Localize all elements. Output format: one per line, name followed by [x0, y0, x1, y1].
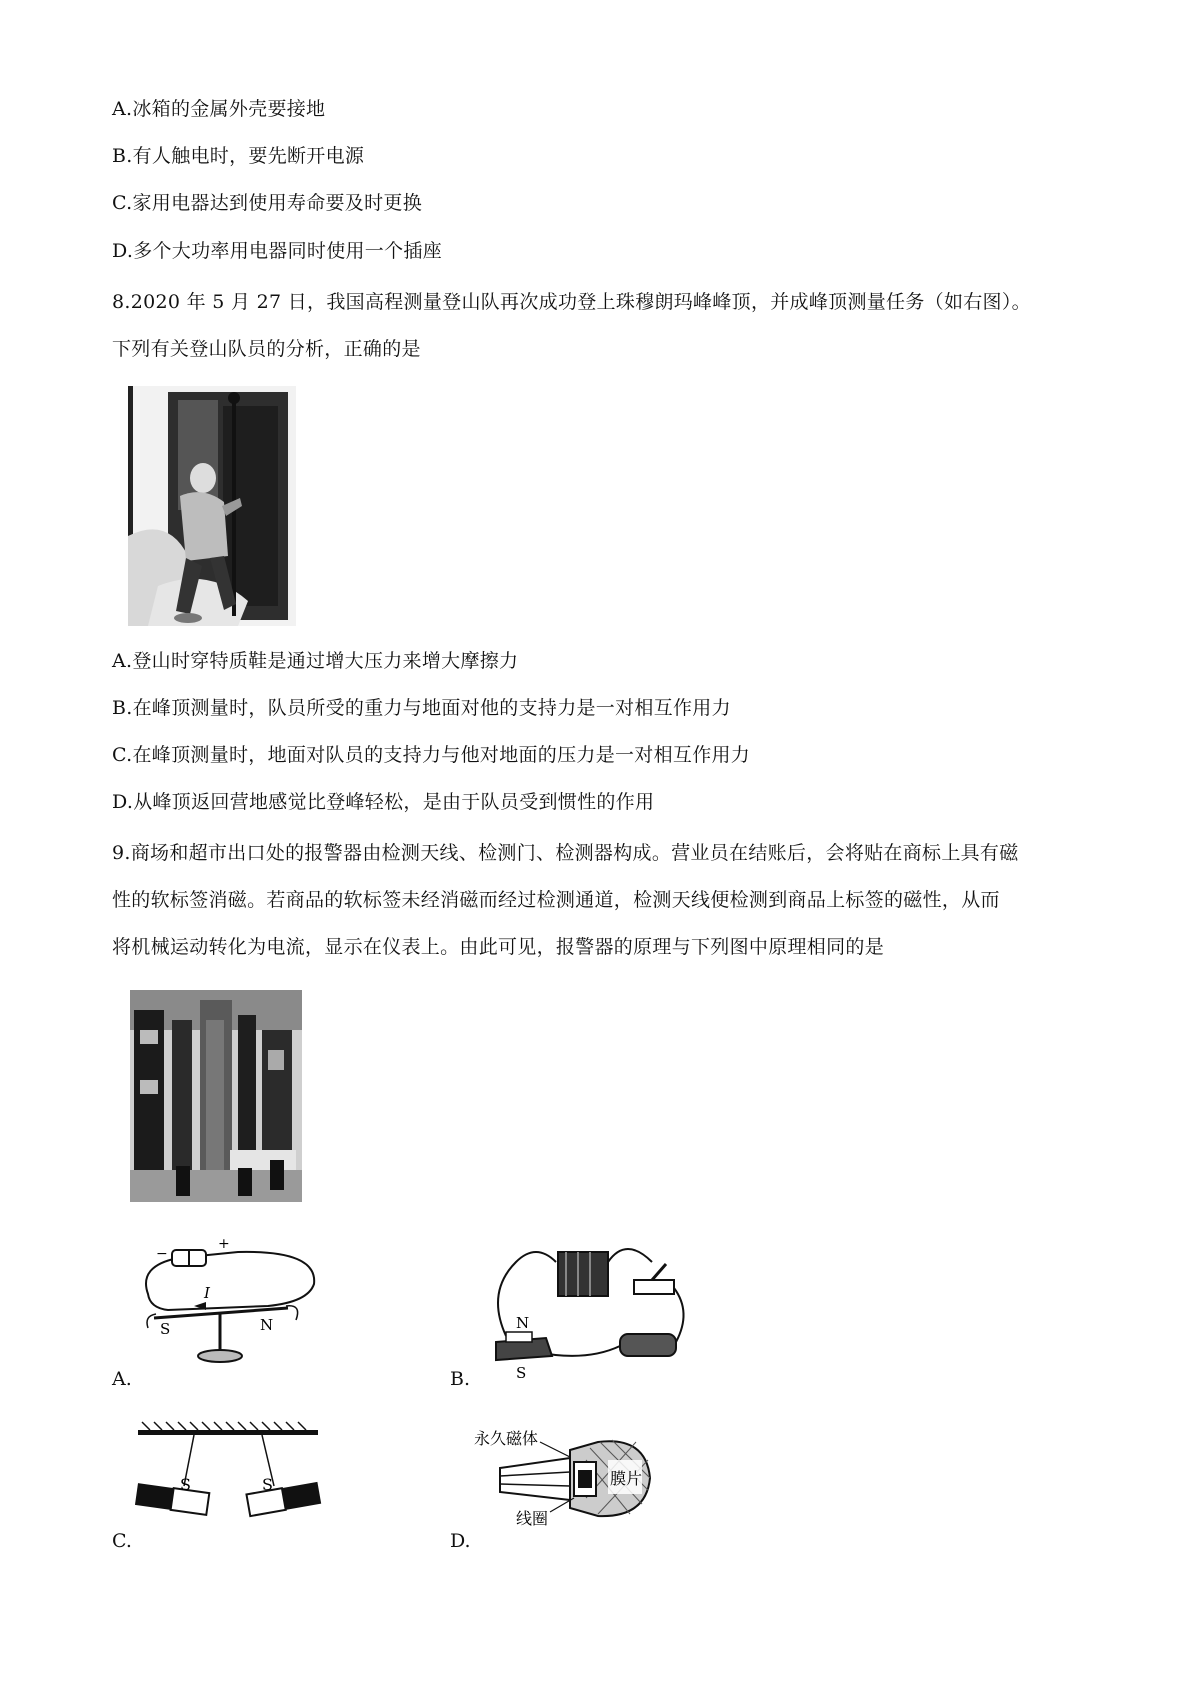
- q8-stem-line1: 8.2020 年 5 月 27 日，我国高程测量登山队再次成功登上珠穆朗玛峰峰顶，并成峰顶测量任务（如右图）。: [112, 291, 1031, 313]
- q9-option-c-label: C.: [112, 1530, 132, 1552]
- figure-a-oersted: [128, 1232, 328, 1376]
- magnet-south-label: S: [516, 1364, 527, 1382]
- q8-stem-line2: 下列有关登山队员的分析，正确的是: [112, 338, 421, 360]
- needle-north-label: N: [260, 1316, 274, 1334]
- figure-b-circuit: [466, 1232, 696, 1386]
- q8-option-b: B.在峰顶测量时，队员所受的重力与地面对他的支持力是一对相互作用力: [112, 697, 731, 719]
- q7-option-c: C.家用电器达到使用寿命要及时更换: [112, 192, 423, 214]
- needle-south-label: S: [160, 1320, 171, 1338]
- figure-d-microphone: [470, 1420, 670, 1534]
- battery-minus-label: −: [156, 1246, 168, 1262]
- membrane-label: 膜片: [610, 1469, 643, 1488]
- q9-stem-line2: 性的软标签消磁。若商品的软标签未经消磁而经过检测通道，检测天线便检测到商品上标签的磁性，从而: [112, 889, 1000, 911]
- q7-option-b: B.有人触电时，要先断开电源: [112, 145, 365, 167]
- q8-option-a: A.登山时穿特质鞋是通过增大压力来增大摩擦力: [112, 650, 519, 672]
- q8-option-d: D.从峰顶返回营地感觉比登峰轻松，是由于队员受到惯性的作用: [112, 791, 655, 813]
- magnet-label: 永久磁体: [474, 1429, 539, 1448]
- q9-option-b-label: B.: [450, 1368, 471, 1390]
- q7-option-a: A.冰箱的金属外壳要接地: [112, 98, 326, 120]
- q9-stem-line3: 将机械运动转化为电流，显示在仪表上。由此可见，报警器的原理与下列图中原理相同的是: [112, 936, 885, 958]
- magnet-north-label: N: [516, 1314, 530, 1332]
- climber-photo: [128, 386, 296, 626]
- q7-option-d: D.多个大功率用电器同时使用一个插座: [112, 240, 442, 262]
- q9-option-a-label: A.: [112, 1368, 132, 1390]
- current-label: I: [204, 1284, 210, 1302]
- left-magnet-pole-label: S: [180, 1475, 191, 1494]
- figure-c-magnets: [128, 1420, 328, 1534]
- right-magnet-pole-label: S: [262, 1475, 273, 1494]
- q9-stem-line1: 9.商场和超市出口处的报警器由检测天线、检测门、检测器构成。营业员在结账后，会将贴在商标上具有磁: [112, 842, 1019, 864]
- q8-option-c: C.在峰顶测量时，地面对队员的支持力与他对地面的压力是一对相互作用力: [112, 744, 751, 766]
- q9-option-d-label: D.: [450, 1530, 471, 1552]
- coil-label: 线圈: [516, 1509, 549, 1528]
- battery-plus-label: +: [218, 1236, 230, 1252]
- security-gate-photo: [130, 990, 302, 1202]
